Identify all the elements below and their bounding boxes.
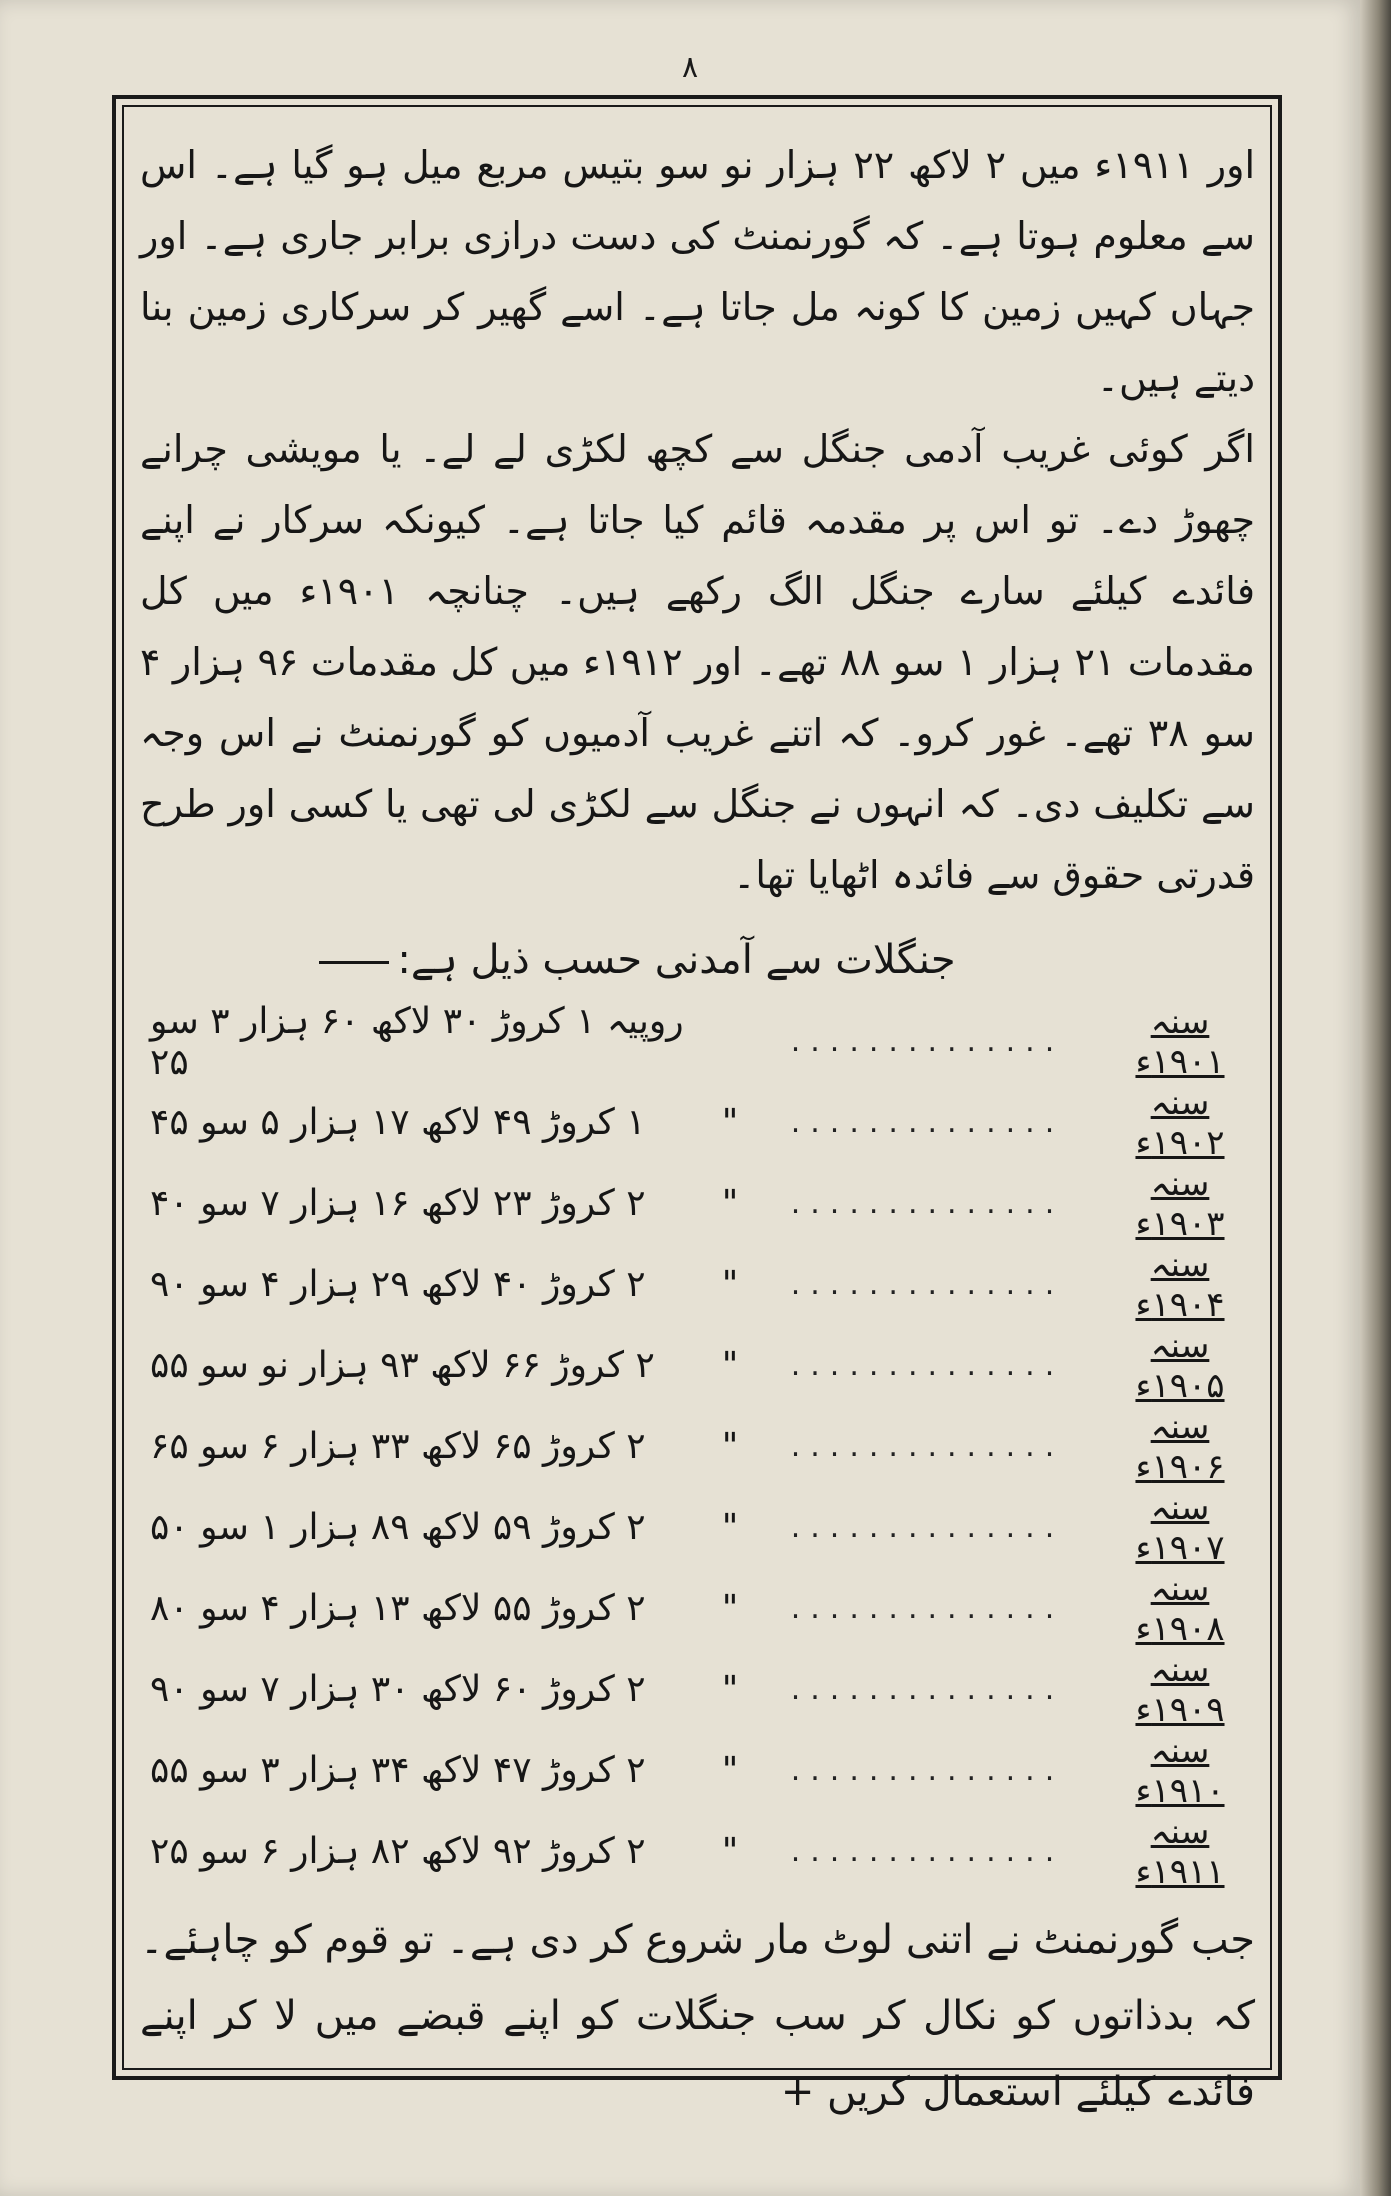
leader-dots: .............. (790, 1267, 1065, 1302)
income-amount: روپیہ ۱ کروڑ ۳۰ لاکھ ۶۰ ہزار ۳ سو ۲۵ (150, 1000, 684, 1083)
income-amount: ۲ کروڑ ۵۵ لاکھ ۱۳ ہزار ۴ سو ۸۰ (150, 1588, 646, 1629)
income-row (140, 1082, 1255, 1163)
income-amount: ۲ کروڑ ۶۰ لاکھ ۳۰ ہزار ۷ سو ۹۰ (150, 1669, 646, 1710)
leader-dots: .............. (790, 1510, 1065, 1545)
income-row (140, 1730, 1255, 1811)
income-year: سنہ ۱۹۰۱ء (1135, 1002, 1225, 1082)
income-row (140, 1811, 1255, 1892)
income-heading: جنگلات سے آمدنی حسب ذیل ہے: (140, 925, 1255, 995)
income-row (140, 1487, 1255, 1568)
ditto-mark: " (721, 1831, 739, 1872)
leader-dots: .............. (790, 1429, 1065, 1464)
ditto-mark: " (721, 1264, 739, 1305)
income-year: سنہ ۱۹۰۸ء (1135, 1569, 1225, 1649)
intro-paragraph: اور ۱۹۱۱ء میں ۲ لاکھ ۲۲ ہزار نو سو بتیس مربع میل ہو گیا ہے۔ اس سے معلوم ہوتا ہے۔ کہ گورنمنٹ کی دست درازی برابر جاری ہے۔ اور جہاں کہیں زمین کا کونہ مل جاتا ہے۔ اسے گھیر کر سرکاری زمین بنا دیتے ہیں۔ (140, 143, 1256, 400)
ditto-mark: " (721, 1669, 739, 1710)
ditto-mark: " (721, 1750, 739, 1791)
leader-dots: .............. (790, 1105, 1065, 1140)
ditto-mark: " (721, 1426, 739, 1467)
leader-dots: .............. (790, 1348, 1065, 1383)
income-amount: ۲ کروڑ ۴۰ لاکھ ۲۹ ہزار ۴ سو ۹۰ (150, 1264, 646, 1305)
ditto-mark: " (721, 1102, 739, 1143)
income-row (140, 1568, 1255, 1649)
leader-dots: .............. (790, 1753, 1065, 1788)
income-amount: ۲ کروڑ ۵۹ لاکھ ۸۹ ہزار ۱ سو ۵۰ (150, 1507, 646, 1548)
income-row (140, 1325, 1255, 1406)
income-amount: ۲ کروڑ ۶۶ لاکھ ۹۳ ہزار نو سو ۵۵ (150, 1345, 655, 1386)
leader-dots: .............. (790, 1591, 1065, 1626)
forest-income-list (140, 1001, 1255, 1892)
income-row (140, 1001, 1255, 1082)
leader-dots: .............. (790, 1834, 1065, 1869)
page-number: ۸ (681, 50, 699, 85)
income-year: سنہ ۱۹۱۰ء (1135, 1731, 1225, 1811)
ditto-mark: " (721, 1588, 739, 1629)
income-amount: ۲ کروڑ ۴۷ لاکھ ۳۴ ہزار ۳ سو ۵۵ (150, 1750, 646, 1791)
book-spine-edge (1360, 0, 1391, 2196)
income-year: سنہ ۱۹۰۴ء (1135, 1245, 1225, 1325)
income-year: سنہ ۱۹۰۵ء (1135, 1326, 1225, 1406)
income-amount: ۲ کروڑ ۹۲ لاکھ ۸۲ ہزار ۶ سو ۲۵ (150, 1831, 646, 1872)
closing-paragraph: جب گورنمنٹ نے اتنی لوٹ مار شروع کر دی ہے۔ تو قوم کو چاہئے۔ کہ بدذاتوں کو نکال کر سب جنگلات کو اپنے قبضے میں لا کر اپنے فائدے کیلئے استعمال کریں + (140, 1917, 1255, 2115)
income-row (140, 1244, 1255, 1325)
income-amount: ۱ کروڑ ۴۹ لاکھ ۱۷ ہزار ۵ سو ۴۵ (150, 1102, 646, 1143)
income-year: سنہ ۱۹۰۳ء (1135, 1164, 1225, 1244)
cases-paragraph: اگر کوئی غریب آدمی جنگل سے کچھ لکڑی لے لے۔ یا مویشی چرانے چھوڑ دے۔ تو اس پر مقدمہ قائم کیا جاتا ہے۔ کیونکہ سرکار نے اپنے فائدے کیلئے سارے جنگل الگ رکھے ہیں۔ چنانچہ ۱۹۰۱ء میں کل مقدمات ۲۱ ہزار ۱ سو ۸۸ تھے۔ اور ۱۹۱۲ء میں کل مقدمات ۹۶ ہزار ۴ سو ۳۸ تھے۔ غور کرو۔ کہ اتنے غریب آدمیوں کو گورنمنٹ نے اس وجہ سے تکلیف دی۔ کہ انہوں نے جنگل سے لکڑی لی تھی یا کسی اور طرح قدرتی حقوق سے فائدہ اٹھایا تھا۔ (140, 427, 1255, 897)
income-year: سنہ ۱۹۰۷ء (1135, 1488, 1225, 1568)
income-year: سنہ ۱۹۰۲ء (1135, 1083, 1225, 1163)
page-content (140, 130, 1256, 2115)
income-year: سنہ ۱۹۰۹ء (1135, 1650, 1225, 1730)
closing-section (140, 1902, 1255, 2130)
income-year: سنہ ۱۹۱۱ء (1135, 1812, 1225, 1892)
income-row (140, 1406, 1255, 1487)
leader-dots: .............. (790, 1672, 1065, 1707)
income-row (140, 1649, 1255, 1730)
ditto-mark: " (721, 1507, 739, 1548)
leader-dots: .............. (790, 1186, 1065, 1221)
ditto-mark: " (721, 1183, 739, 1224)
income-amount: ۲ کروڑ ۶۵ لاکھ ۳۳ ہزار ۶ سو ۶۵ (150, 1426, 646, 1467)
income-year: سنہ ۱۹۰۶ء (1135, 1407, 1225, 1487)
leader-dots: .............. (790, 1024, 1065, 1059)
ditto-mark: " (721, 1345, 739, 1386)
income-row (140, 1163, 1255, 1244)
income-amount: ۲ کروڑ ۲۳ لاکھ ۱۶ ہزار ۷ سو ۴۰ (150, 1183, 646, 1224)
